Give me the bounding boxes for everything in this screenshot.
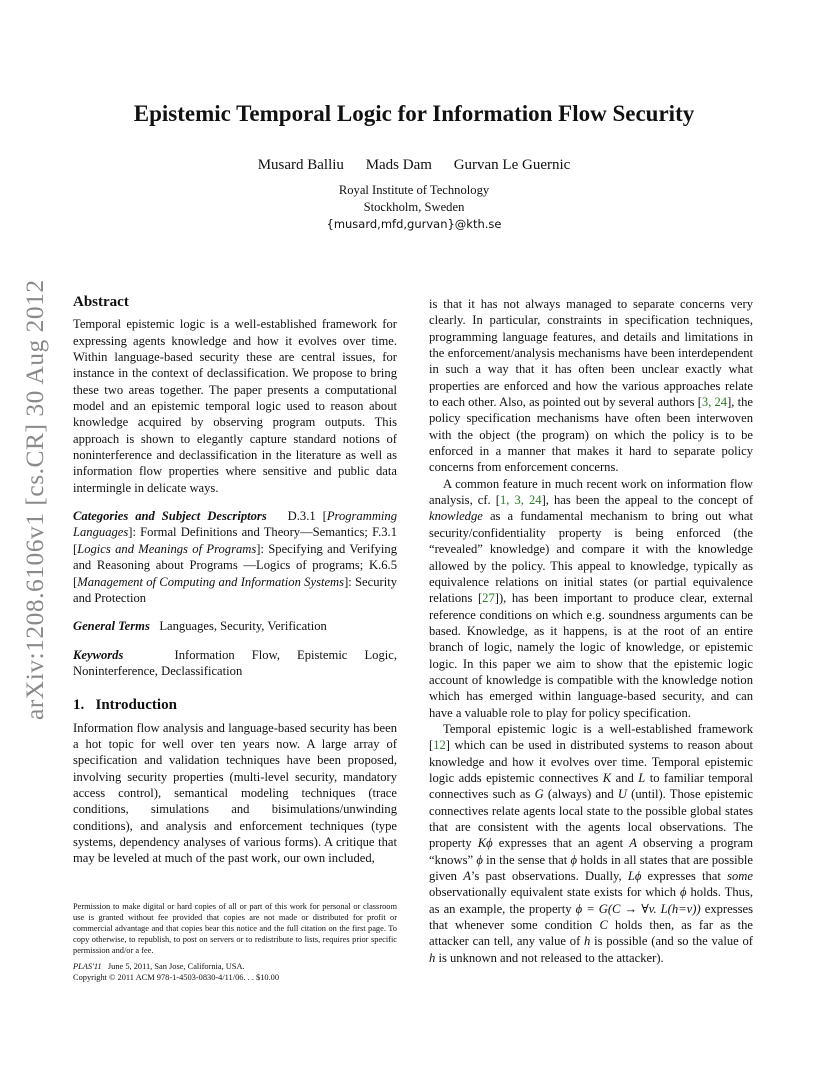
institution: Royal Institute of Technology bbox=[338, 183, 490, 197]
citation-link[interactable]: 1, 3, 24 bbox=[499, 493, 542, 508]
categories-text: ]: Formal Definitions and Theory—Semantics; F.3.1 [ bbox=[73, 525, 397, 556]
abstract-heading: Abstract bbox=[73, 294, 129, 310]
intro-paragraph: Information flow analysis and language-based security has been a hot topic for well over ten years now. A large array of specification and validation techniques have been proposed, involving security properties (multi-level security, mandatory access control), semantical modeling techniques (trace conditions, simulations and bisimulations/unwinding conditions), and analysis and enforcement techniques (type systems, dependency analyses of various forms). A critique that may be leveled at much of the past work, our own included, bbox=[73, 720, 397, 866]
categories-text: D.3.1 [ bbox=[287, 509, 327, 524]
categories-label: Categories and Subject Descriptors bbox=[73, 509, 267, 524]
general-terms-text: Languages, Security, Verification bbox=[159, 619, 327, 634]
abstract-text: Temporal epistemic logic is a well-established framework for expressing agents knowledge and how it evolves over time. Within language-based security these are central issues, for instance in the context of declassification. We propose to bring these two areas together. The paper presents a computational model and an epistemic temporal logic used to reason about knowledge acquired by observing program outputs. This approach is shown to elegantly capture standard notions of noninterference and declassification in the literature as well as information flow properties where sensitive and public data intermingle in delicate ways. bbox=[73, 317, 397, 495]
permission-notice: Permission to make digital or hard copies of all or part of this work for personal or classroom use is granted without fee provided that copies are not made or distributed for profit or commercial advantage and that copies bear this notice and the full citation on the first page. To copy otherwise, to republish, to post on servers or to redistribute to lists, requires prior specific permission and/or a fee. bbox=[73, 902, 397, 955]
citation-link[interactable]: 12 bbox=[433, 738, 446, 753]
categories-text: ]: Specifying and Verifying and Reasoning about Programs —Logics of programs; K.6.5 [ bbox=[73, 541, 397, 589]
author-name: Gurvan Le Guernic bbox=[453, 157, 571, 173]
general-terms bbox=[73, 618, 397, 634]
arxiv-stamp: arXiv:1208.6106v1 [cs.CR] 30 Aug 2012 bbox=[20, 279, 49, 720]
city: Stockholm, Sweden bbox=[363, 200, 465, 214]
keywords-label: Keywords bbox=[73, 647, 124, 662]
section-heading-introduction: 1. Introduction bbox=[73, 697, 177, 714]
categories-text: ]: Security and Protection bbox=[73, 574, 398, 605]
citation-link[interactable]: 3, 24 bbox=[701, 395, 728, 410]
body-paragraph: A common feature in much recent work on information flow analysis, cf. [1, 3, 24], has been the appeal to the concept of knowledge as a fundamental mechanism to bring out what security/confidentiality property is being enforced (the “revealed” knowledge) and compare it with the knowledge allowed by the policy. This appeal to knowledge, typically as equivalence relations on initial states (or partial equivalence relations [27]), has been important to produce clear, external reference conditions on which e.g. soundness arguments can be based. Knowledge, as it happens, is at the root of an entire branch of logic, namely the logic of knowledge, or epistemic logic. In this paper we aim to show that the epistemic logic account of knowledge is compatible with the knowledge notion which has emerged within language-based security, and can have a valuable role to play for policy specification. bbox=[429, 476, 754, 720]
general-terms-label: General Terms bbox=[73, 619, 150, 634]
categories-italic: Programming Languages bbox=[73, 509, 398, 540]
categories-italic: Logics and Meanings of Programs bbox=[77, 541, 257, 556]
citation-link[interactable]: 27 bbox=[482, 591, 495, 606]
venue-line: PLAS'11 June 5, 2011, San Jose, California, USA. bbox=[73, 962, 245, 971]
keywords-text: Information Flow, Epistemic Logic, Noninterference, Declassification bbox=[73, 647, 397, 678]
affiliation bbox=[0, 182, 828, 233]
keywords bbox=[73, 647, 397, 680]
copyright-footnote bbox=[73, 901, 397, 983]
email: {musard,mfd,gurvan}@kth.se bbox=[326, 217, 502, 231]
paper-title: Epistemic Temporal Logic for Information Flow Security bbox=[133, 101, 695, 126]
copyright-line: Copyright © 2011 ACM 978-1-4503-0830-4/11/06. . . $10.00 bbox=[73, 973, 280, 982]
left-column bbox=[73, 294, 397, 867]
formula: ϕ = G(C → ∀v. L(h=v)) bbox=[575, 901, 701, 916]
body-paragraph: is that it has not always managed to separate concerns very clearly. In particular, constraints in specification techniques, programming language features, and details and limitations in the enforcement/analysis mechanisms have been interdependent in such a way that it has often been unclear exactly what properties are enforced and how the various approaches relate to each other. Also, as pointed out by several authors [3, 24], the policy specification mechanisms have often been interwoven with the object (the program) on which the policy is to be enforced in a manner that makes it hard to separate policy concerns from enforcement concerns. bbox=[429, 297, 753, 475]
body-paragraph: Temporal epistemic logic is a well-established framework [12] which can be used in distributed systems to reason about knowledge and how it evolves over time. Temporal epistemic logic adds epistemic connectives K and L to familiar temporal connectives such as G (always) and U (until). Those epistemic connectives relate agents local state to the possible global states that are consistent with the agents local observations. The property Kϕ expresses that an agent A observing a program “knows” ϕ in the sense that ϕ holds in all states that are possible given A’s past observations. Dually, Lϕ expresses that some observationally equivalent state exists for which ϕ holds. Thus, as an example, the property ϕ = G(C → ∀v. L(h=v)) expresses that whenever some condition C holds then, as far as the attacker can tell, any value of h is possible (and so the value of h is unknown and not released to the attacker). bbox=[429, 721, 754, 965]
right-column bbox=[429, 296, 753, 966]
author-name: Mads Dam bbox=[365, 157, 432, 173]
author-name: Musard Balliu bbox=[257, 157, 344, 173]
categories-descriptors bbox=[73, 508, 397, 606]
categories-italic: Management of Computing and Information Systems bbox=[77, 574, 345, 589]
author-list bbox=[0, 157, 828, 174]
